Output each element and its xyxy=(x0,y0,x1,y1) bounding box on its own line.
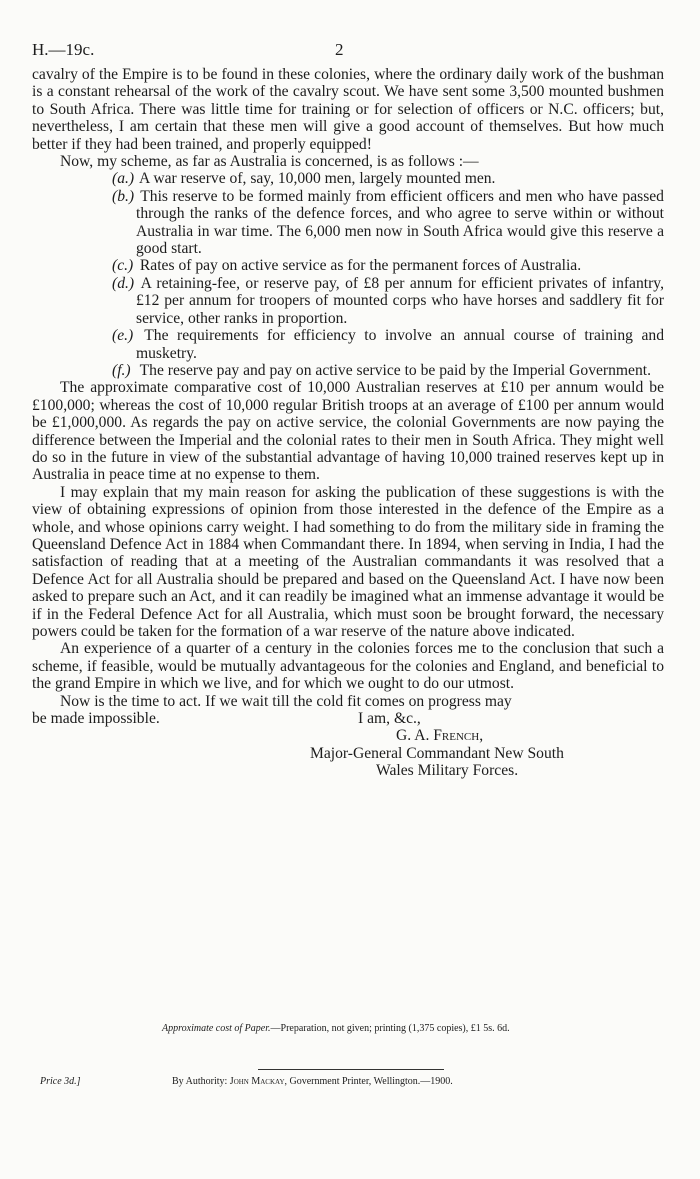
scheme-item xyxy=(32,327,664,362)
authority-suffix: , Government Printer, Wellington.—1900. xyxy=(284,1076,453,1087)
footer-rule xyxy=(258,1069,444,1070)
cost-label: Approximate cost of Paper. xyxy=(162,1023,271,1034)
scheme-text: This reserve to be formed mainly from efficient officers and men who have passed through the ranks of the defence forces, and who agree to serve within or without Australia in war time. The 6,000 men now in South Africa would give this reserve a good start. xyxy=(136,187,664,258)
cost-text: —Preparation, not given; printing (1,375 copies), £1 5s. 6d. xyxy=(270,1023,510,1034)
scheme-text: The reserve pay and pay on active service to be paid by the Imperial Government. xyxy=(139,361,651,379)
printer-name: John Mackay xyxy=(229,1076,285,1087)
paragraph-time-to-act: Now is the time to act. If we wait till the cold fit comes on progress may xyxy=(60,692,512,710)
scheme-item xyxy=(32,170,664,187)
page-number: 2 xyxy=(335,40,344,59)
scheme-marker: (b.) xyxy=(112,187,135,205)
closing-text-line: be made impossible. xyxy=(32,710,160,728)
scheme-text: Rates of pay on active service as for the permanent forces of Australia. xyxy=(139,257,582,275)
scheme-text: A war reserve of, say, 10,000 men, largely mounted men. xyxy=(139,170,496,188)
paragraph-cavalry: cavalry of the Empire is to be found in these colonies, where the ordinary daily work of the bushman is a constant rehearsal of the work of the cavalry scout. We have sent some 3,500 mounted bushmen to South Africa. There was little time for training or for selection of officers or N.C. officers; but, nevertheless, I am certain that these men will give a good account of themselves. But how much better if they had been trained, and properly equipped! xyxy=(32,66,664,153)
signature-title-line2: Wales Military Forces. xyxy=(376,762,519,780)
signature-name: G. A. French, xyxy=(396,727,484,745)
signature-title-line1: Major-General Commandant New South xyxy=(310,745,564,763)
printer-authority xyxy=(172,1076,700,1087)
paragraph-cost: The approximate comparative cost of 10,000 Australian reserves at £10 per annum would be £100,000; whereas the cost of 10,000 regular British troops at an average of £100 per annum would be £1,000,000. As regards the pay on active service, the colonial Governments are now paying the difference between the Imperial and the colonial rates to their men in South Africa. They might well do so in the future in view of the substantial advantage of having 10,000 trained reserves kept up in Australia in peace time at no expense to them. xyxy=(32,379,664,484)
scheme-item xyxy=(32,362,664,379)
closing-salutation: I am, &c., xyxy=(358,710,421,728)
scheme-marker: (f.) xyxy=(112,361,131,379)
scheme-list xyxy=(32,170,664,379)
scheme-marker: (a.) xyxy=(112,170,135,188)
document-reference: H.—19c. xyxy=(32,40,95,59)
scheme-text: A retaining-fee, or reserve pay, of £8 per annum for efficient privates of infantry, £12 per annum for troopers of mounted corps who have horses and saddlery fit for service, other ranks in proportion. xyxy=(136,274,664,327)
price-note: Price 3d.] xyxy=(40,1076,81,1087)
scheme-item xyxy=(32,275,664,327)
printing-cost-note xyxy=(162,1023,700,1034)
paragraph-scheme-intro: Now, my scheme, as far as Australia is concerned, is as follows :— xyxy=(60,153,479,171)
page-header xyxy=(32,40,664,64)
authority-prefix: By Authority: xyxy=(172,1076,230,1087)
scheme-marker: (c.) xyxy=(112,257,134,275)
scheme-item xyxy=(32,188,664,258)
paragraph-experience: An experience of a quarter of a century in the colonies forces me to the conclusion that such a scheme, if feasible, would be mutually advantageous for the colonies and England, and beneficial to the grand Empire in which we live, and for which we ought to do our utmost. xyxy=(32,640,664,693)
document-page xyxy=(32,40,664,798)
signature-block xyxy=(32,710,664,798)
letter-body xyxy=(32,66,664,710)
scheme-item xyxy=(32,257,664,274)
scheme-text: The requirements for efficiency to involve an annual course of training and musketry. xyxy=(136,327,664,362)
paragraph-explanation: I may explain that my main reason for asking the publication of these suggestions is with the view of obtaining expressions of opinion from those interested in the defence of the Empire as a whole, and whose opinions carry weight. I had something to do from the military side in framing the Queensland Defence Act in 1884 when Commandant there. In 1894, when serving in India, I had the satisfaction of reading that at a meeting of the Australian commandants it was resolved that a Defence Act for all Australia should be prepared and based on the Queensland Act. I have now been asked to prepare such an Act, and it can readily be imagined what an immense advantage it would be if in the Federal Defence Act for all Australia, which must soon be brought forward, the necessary powers could be taken for the formation of a war reserve of the nature above indicated. xyxy=(32,483,664,640)
scheme-marker: (d.) xyxy=(112,274,135,292)
scheme-marker: (e.) xyxy=(112,327,134,345)
